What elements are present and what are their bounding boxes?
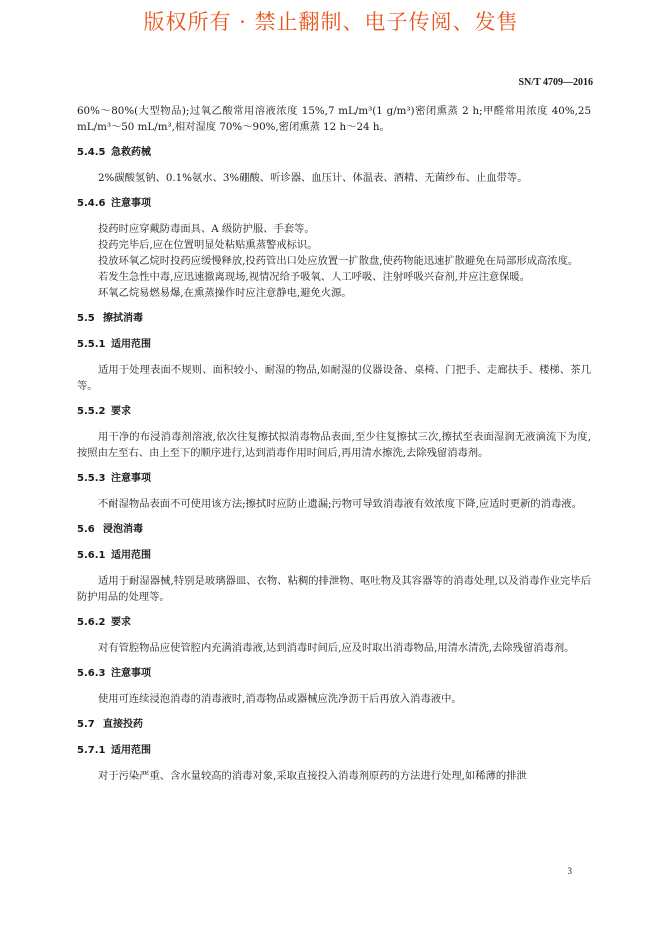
page-number: 3 xyxy=(567,866,572,876)
section-heading-5-6-3: 5.6.3 注意事项 xyxy=(77,668,151,679)
section-heading-5-6-1: 5.6.1 适用范围 xyxy=(77,550,151,561)
section-heading-5-7-1: 5.7.1 适用范围 xyxy=(77,745,151,756)
section-heading-5-6: 5.6 浸泡消毒 xyxy=(77,524,143,535)
paragraph: 投放环氧乙烷时投药应缓慢释放,投药管出口处应放置一扩散盘,使药物能迅速扩散避免在局部形成高浓度。 xyxy=(98,255,579,267)
section-heading-5-5-2: 5.5.2 要求 xyxy=(77,406,131,417)
paragraph: 投药完毕后,应在位置明显处粘贴熏蒸警戒标识。 xyxy=(98,239,318,251)
section-heading-5-5-1: 5.5.1 适用范围 xyxy=(77,339,151,350)
continuation-paragraph: 60%～80%(大型物品);过氧乙酸常用溶液浓度 15%,7 mL/m³(1 g/m³)密闭熏蒸 2 h;甲醛常用浓度 40%,25 mL/m³～50 mL/m³,相对湿度 70%～90%,密闭熏蒸 12 h～24 h。 xyxy=(77,105,591,133)
paragraph: 使用可连续浸泡消毒的消毒液时,消毒物品或器械应洗净沥干后再放入消毒液中。 xyxy=(98,693,462,705)
document-body xyxy=(77,103,591,784)
standard-code: SN/T 4709—2016 xyxy=(518,77,593,88)
paragraph: 对于污染严重、含水量较高的消毒对象,采取直接投入消毒剂原药的方法进行处理,如稀薄的排泄 xyxy=(98,770,527,782)
paragraph: 若发生急性中毒,应迅速撤离现场,视情况给予吸氧、人工呼吸、注射呼吸兴奋剂,并应注意保暖。 xyxy=(98,271,530,283)
section-heading-5-5-3: 5.5.3 注意事项 xyxy=(77,473,151,484)
section-heading-5-5: 5.5 擦拭消毒 xyxy=(77,313,143,324)
paragraph: 不耐湿物品表面不可使用该方法;擦拭时应防止遗漏;污物可导致消毒液有效浓度下降,应适时更新的消毒液。 xyxy=(98,498,582,510)
paragraph: 2%碳酸氢钠、0.1%氨水、3%硼酸、听诊器、血压计、体温表、酒精、无菌纱布、止血带等。 xyxy=(98,172,528,184)
section-heading-5-4-6: 5.4.6 注意事项 xyxy=(77,198,151,209)
section-heading-5-4-5: 5.4.5 急救药械 xyxy=(77,147,151,158)
section-heading-5-6-2: 5.6.2 要求 xyxy=(77,617,131,628)
paragraph: 用干净的布浸消毒剂溶液,依次往复擦拭拟消毒物品表面,至少往复擦拭三次,擦拭至表面湿润无液滴流下为度,按照由左至右、由上至下的顺序进行,达到消毒作用时间后,再用清水擦洗,去除残留消毒剂。 xyxy=(77,431,591,459)
paragraph: 适用于耐湿器械,特别是玻璃器皿、衣物、粘稠的排泄物、呕吐物及其容器等的消毒处理,以及消毒作业完毕后防护用品的处理等。 xyxy=(77,575,591,603)
paragraph: 对有管腔物品应使管腔内充满消毒液,达到消毒时间后,应及时取出消毒物品,用清水清洗,去除残留消毒剂。 xyxy=(98,642,575,654)
paragraph: 投药时应穿戴防毒面具、A 级防护服、手套等。 xyxy=(98,223,315,235)
paragraph: 环氧乙烷易燃易爆,在熏蒸操作时应注意静电,避免火源。 xyxy=(98,287,352,299)
section-heading-5-7: 5.7 直接投药 xyxy=(77,719,143,730)
paragraph: 适用于处理表面不规则、面积较小、耐湿的物品,如耐湿的仪器设备、桌椅、门把手、走廊扶手、楼梯、茶几等。 xyxy=(77,364,591,392)
copyright-watermark: 版权所有 · 禁止翻制、电子传阅、发售 xyxy=(143,10,519,34)
